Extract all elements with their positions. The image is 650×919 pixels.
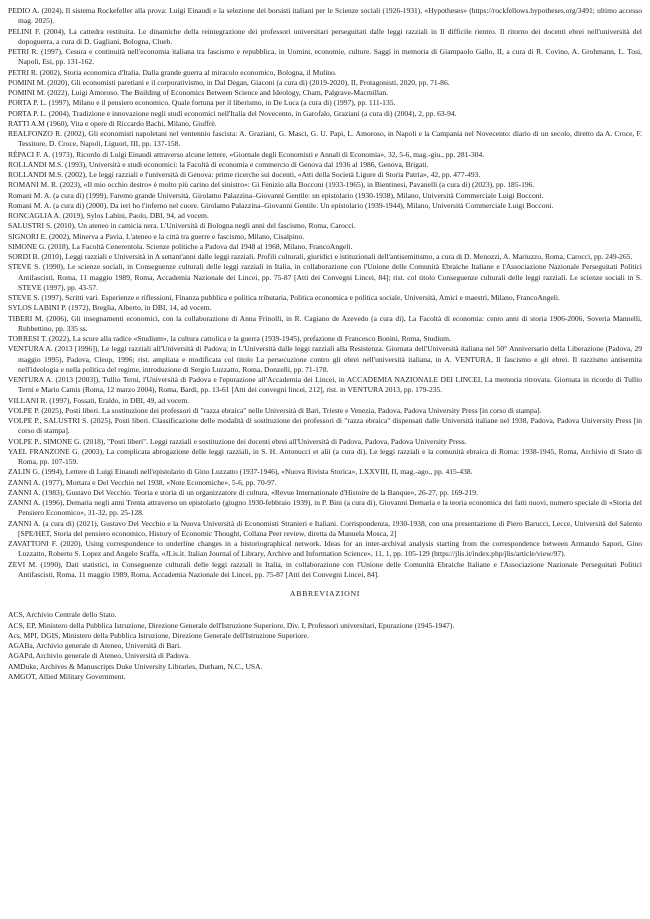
bibliography-entry: POMINI M. (2022), Luigi Amoroso. The Building of Economics Between Science and Ideology, Cham, Palgrave-Macmillan.	[8, 88, 388, 97]
abbreviation-entry: ACS, Archivio Centrale dello Stato.	[8, 610, 117, 620]
bibliography-entry: VOLPE P. (2025), Posti liberi. La sostituzione dei professori di "razza ebraica" nelle Università di Bari, Trieste e Venezia, Padova, Padova University Press [in corso di stampa].	[8, 405, 542, 415]
bibliography-entry: STEVE S. (1997), Scritti vari. Esperienze e riflessioni, Finanza pubblica e politica tributaria, Politica economica e politica sociale, Università, Amici e maestri, Milano, FrancoAngeli.	[8, 293, 560, 302]
bibliography-entry: PELINI F. (2004), La cattedra restituita. Le dinamiche della reintegrazione dei professori universitari perseguitati dalle leggi razziali in Il difficile rientro. Il ritorno dei docenti ebrei nell'università del dopoguerra, a cura di D. Gagliani, Bologna, Clueb.	[8, 26, 642, 46]
bibliography-entry: ROLLANDI M.S. (2002), Le leggi razziali e l'università di Genova: prime ricerche sui docenti, «Atti della Società Ligure di Storia Patria», 42, pp. 477-493.	[8, 170, 481, 179]
bibliography-entry: RATTI A.M (1960), Vita e opere di Riccardo Bachi, Milano, Giuffrè.	[8, 118, 217, 128]
bibliography-entry: VOLPE P., SIMONE G. (2018), "Posti liberi". Leggi razziali e sostituzione dei docenti ebrei all'Università di Padova, Padova, Padova University Press.	[8, 436, 467, 446]
abbreviations-list	[8, 610, 642, 682]
bibliography-entry: SIMONE G. (2018), La Facoltà Cenerentola. Scienze politiche a Padova dal 1948 al 1968, Milano, FrancoAngeli.	[8, 241, 353, 251]
abbreviation-entry: ACS, EP, Ministero della Pubblica Istruzione, Direzione Generale dell'Istruzione Superiore, Div. I, Professori universitari, Epurazione (1945-1947).	[8, 620, 455, 630]
bibliography-entry: REALFONZO R. (2002), Gli economisti napoletani nel ventennio fascista: A. Graziani, G. Masci, G. U. Papi, L. Amoroso, in Napoli e la Campania nel Novecento: diario di un secolo, diretto da A. Croce, F. Tessitore, D. Croce, Napoli, Liguori, III, pp. 137-158.	[8, 129, 642, 149]
bibliography-entry: Romani M. A. (a cura di) (2000), Da ieri ho l'inferno nel cuore. Girolamo Palazzina–Giovanni Gentile. Un epistolario (1939-1944), Milano, Università Commerciale Luigi Bocconi.	[8, 200, 554, 210]
bibliography-entry: ROLLANDI M.S. (1993), Università e studi economici: la Facoltà di economia e commercio di Genova dal 1936 al 1986, Genova, Brigati.	[8, 159, 429, 169]
bibliography-entry: ZEVI M. (1990), Dati statistici, in Conseguenze culturali delle leggi razziali in Italia, in collaborazione con l'Unione delle Comunità Ebraiche Italiane e l'Associazione Nazionale Perseguitati Politici Antifascisti, Roma, 11 maggio 1989, Roma, Accademia Nazionale dei Lincei, pp. 75-87 [Atti dei Convegni Lincei, 84].	[8, 559, 642, 579]
bibliography-entry: ZANNI A. (1996), Demaria negli anni Trenta attraverso un epistolario (giugno 1930-febbraio 1939), in P. Bini (a cura di), Giovanni Demaria e la teoria economica dei fatti nuovi, numero speciale di «Storia del Pensiero Economico», 31-32, pp. 25-128.	[8, 498, 642, 518]
bibliography-entry: VENTURA A. (2013 [1996]), Le leggi razziali all'Università di Padova; in L'Università dalle leggi razziali alla Resistenza. Giornata dell'Università italiana nel 50° Anniversario della Liberazione (Padova, 29 maggio 1995), Padova, Cleup, 1996; rist. ampliata e modificata col titolo La persecuzione contro gli ebrei nell'università italiana, in A. VENTURA, Il fascismo e gli ebrei. Il razzismo antisemita nell'ideologia e nella politica del regime, introduzione di Sergio Luzzatto, Roma, Donzelli, pp. 71-178.	[8, 344, 642, 374]
bibliography-entry: ZALIN G. (1994), Lettere di Luigi Einaudi nell'epistolario di Gino Luzzatto (1937-1946), «Nuova Rivista Storica», LXXVIII, II, mag.-ago., pp. 415-438.	[8, 467, 473, 477]
bibliography-entry: ZANNI A. (1977), Mortara e Del Vecchio nel 1938, «Note Economiche», 5-6, pp. 70-97.	[8, 477, 277, 487]
bibliography-entry: ROMANI M. R. (2023), «Il mio occhio destro» è molto più carino del sinistro»: Gi Fenizio alla Bocconi (1933-1965), in Bientinesi, Pavanelli (a cura di) (2023), pp. 185-196.	[8, 180, 535, 190]
bibliography-entry: SIGNORI E. (2002), Minerva a Pavia. L'ateneo e la città tra guerre e fascismo, Milano, Cisalpino.	[8, 231, 305, 241]
bibliography-entry: Romani M. A. (a cura di) (1999), Faremo grande Università. Girolamo Palazzina–Giovanni Gentile: un epistolario (1930-1938), Milano, Università Commerciale Luigi Bocconi.	[8, 190, 544, 200]
bibliography-entry: PETRI R. (1997), Cesura e continuità nell'economia italiana tra fascismo e repubblica, in Uomini, economie, culture. Saggi in memoria di Giampaolo Gallo, II, a cura di R. Covino, A. Grohmann, L. Tosi, Napoli, Esi, pp. 131-162.	[8, 47, 642, 67]
bibliography-entry: PETRI R. (2002), Storia economica d'Italia. Dalla grande guerra al miracolo economico, Bologna, il Mulino.	[8, 67, 337, 77]
bibliography-entry: PEDIO A. (2024), Il sistema Rockefeller alla prova: Luigi Einaudi e la selezione dei borsisti italiani per le Scienze sociali (1926-1931), «Hypotheses» (https://rockfellows.hypotheses.org/3491; ultimo accesso mag. 2025).	[8, 6, 642, 26]
bibliography-entry: PORTA P. L. (2004), Tradizione e innovazione negli studi economici nell'Italia del Novecento, in Garofalo, Graziani (a cura di) (2004), 2, pp. 63-94.	[8, 108, 457, 118]
bibliography-entry: ZANNI A. (a cura di) (2021), Gustavo Del Vecchio e la Nuova Università di Economisti Stranieri e Italiani. Corrispondenza, 1930-1938, con una presentazione di Piero Barucci, Lecce, Università del Salento [SPE/HET, Storia del pensiero economico, History of Economic Thought, Collana Peer review, diretta da Manuela Mosca, 2]	[8, 518, 642, 538]
bibliography-entry: YAEL FRANZONE G. (2003), La complicata abrogazione delle leggi razziali, in S. H. Antonucci et alii (a cura di), Le leggi razziali e la comunità ebraica di Roma: 1938-1945, Roma, Archivio di Stato di Roma, pp. 107-159.	[8, 446, 642, 466]
bibliography-entry: POMINI M. (2020), Gli economisti paretiani e il corporativismo, in Dal Degan, Giaconi (a cura di) (2019-2020), II, Protagonisti, 2020, pp. 71-86.	[8, 77, 450, 87]
abbreviations-heading: ABBREVIAZIONI	[289, 589, 361, 598]
abbreviation-entry: Acs, MPI, DGIS, Ministero della Pubblica Istruzione, Direzione Generale dell'Istruzione Superiore.	[8, 630, 309, 640]
bibliography-entry: STEVE S. (1990), Le scienze sociali, in Conseguenze culturali delle leggi razziali in Italia, in collaborazione con l'Unione delle Comunità Ebraiche Italiane e l'Associazione Nazionale Perseguitati Politici Antifascisti, Roma, 11 maggio 1989, Roma, Accademia Nazionale dei Lincei, pp. 75-87 [Atti dei Convegni Lincei, 84]; rist. col titolo Conseguenze culturali delle leggi razziali. Le scienze sociali in S. STEVE (1997), pp. 43-57.	[8, 262, 642, 292]
bibliography-entry: PORTA P. L. (1997), Milano e il pensiero economico. Quale fortuna per il liberismo, in De Luca (a cura di) (1997), pp. 111-135.	[8, 98, 396, 108]
bibliography-entry: SALUSTRI S. (2010), Un ateneo in camicia nera. L'Università di Bologna negli anni del fascismo, Roma, Carocci.	[8, 221, 356, 231]
bibliography-entry: ZAVATTONI F. (2020), Using correspondence to underline changes in a historiographical network. Ideas for an inter-archival analysis starting from the correspondence between Armando Sapori, Gino Luzzatto, Roberto S. Lopez and Angelo Sraffa, «JLis.it. Italian Journal of Library, Archive and Information Science», 11, 1, pp. 105-129 (https://jlis.it/index.php/jlis/article/view/97).	[8, 539, 642, 559]
bibliography-entry: RÉPACI F. A. (1973), Ricordo di Luigi Einaudi attraverso alcune lettere, «Giornale degli Economisti e Annali di Economia», 32, 5-6, mag.-giu., pp. 281-304.	[8, 149, 485, 159]
bibliography-entry: VILLANI R. (1997), Fossati, Eraldo, in DBI, 49, ad vocem.	[8, 395, 190, 405]
bibliography-list	[8, 6, 642, 580]
bibliography-entry: SYLOS LABINI P. (1972), Breglia, Alberto, in DBI, 14, ad vocem.	[8, 303, 212, 313]
bibliography-entry: TORRESI T. (2022), La scure alla radice «Studium», la cultura cattolica e la guerra (1939-1945), prefazione di Francesco Bonini, Roma, Studium.	[8, 334, 451, 343]
bibliography-entry: VENTURA A. (2013 [2003]), Tullio Terni, l'Università di Padova e l'epurazione all'Accademia dei Lincei, in ACCADEMIA NAZIONALE DEI LINCEI, La memoria ritrovata. Giornata in ricordo di Tullio Terni e Mario Camis (Roma, 12 marzo 2004), Roma, Bardi, pp. 13-61 [Atti dei convegni lincei, 212], rist. in VENTURA 2013, pp. 179-235.	[8, 375, 642, 395]
abbreviation-entry: AGABa, Archivio generale di Ateneo, Università di Bari.	[8, 641, 182, 650]
bibliography-entry: SORDI B. (2010), Leggi razziali e Università in A settant'anni dalle leggi razziali. Profili culturali, giuridici e istituzionali dell'antisemitismo, a cura di D. Menozzi, A. Mariuzzo, Roma, Carocci, pp. 249-265.	[8, 252, 633, 261]
bibliography-entry: RONCAGLIA A. (2019), Sylos Labini, Paolo, DBI, 94, ad vocem.	[8, 211, 209, 220]
bibliography-entry: ZANNI A. (1983), Gustavo Del Vecchio. Teoria e storia di un organizzatore di cultura, «Revue Internationale d'Histoire de la Banque», 26-27, pp. 169-219.	[8, 487, 478, 497]
abbreviation-entry: AMGOT, Allied Military Government.	[8, 671, 126, 681]
bibliography-entry: VOLPE P., SALUSTRI S. (2025), Posti liberi. Classificazione delle modalità di sostituzione dei professori di "razza ebraica" dispensati dalle Università italiane nel 1938, Padova, Padova University Press [in corso di stampa].	[8, 416, 642, 436]
abbreviation-entry: AMDuke, Archives & Manuscripts Duke University Libraries, Durham, N.C., USA.	[8, 661, 263, 671]
abbreviation-entry: AGAPd, Archivio generale di Ateneo, Università di Padova.	[8, 651, 190, 661]
bibliography-entry: TIBERI M. (2006), Gli insegnamenti economici, con la collaborazione di Anna Frinolli, in R. Cagiano de Azevedo (a cura di), La Facoltà di economia: cento anni di storia 1906-2006, Soveria Mannelli, Rubbettino, pp. 335 ss.	[8, 313, 642, 333]
